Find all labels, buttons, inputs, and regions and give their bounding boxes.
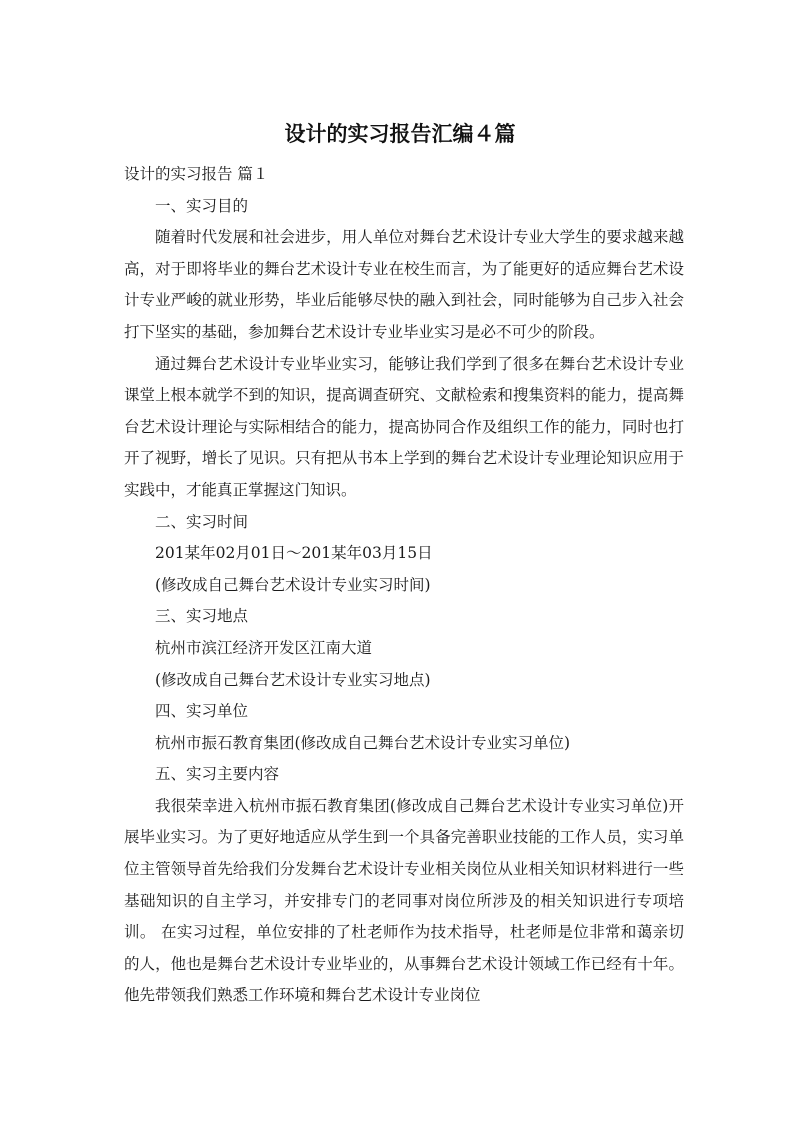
purpose-paragraph-2: 通过舞台艺术设计专业毕业实习，能够让我们学到了很多在舞台艺术设计专业课堂上根本就学不到的知识，提高调查研究、文献检索和搜集资料的能力，提高舞台艺术设计理论与实际相结合的能力，提高协同合作及组织工作的能力，同时也打开了视野，增长了见识。只有把从书本上学到的舞台艺术设计专业理论知识应用于实践中，才能真正掌握这门知识。 <box>124 354 684 499</box>
content-paragraph-1: 我很荣幸进入杭州市振石教育集团(修改成自己舞台艺术设计专业实习单位)开展毕业实习。为了更好地适应从学生到一个具备完善职业技能的工作人员，实习单位主管领导首先给我们分发舞台艺术设计专业相关岗位从业相关知识材料进行一些基础知识的自主学习，并安排专门的老同事对岗位所涉及的相关知识进行专项培训。 在实习过程，单位安排的了杜老师作为技术指导，杜老师是位非常和蔼亲切的人，他也是舞台艺术设计专业毕业的，从事舞台艺术设计领域工作已经有十年。他先带领我们熟悉工作环境和舞台艺术设计专业岗位 <box>124 796 684 1005</box>
report-subtitle: 设计的实习报告 篇１ <box>124 165 269 183</box>
internship-dates-note: (修改成自己舞台艺术设计专业实习时间) <box>155 575 431 594</box>
internship-location-note: (修改成自己舞台艺术设计专业实习地点) <box>155 670 431 689</box>
section-heading-time: 二、实习时间 <box>155 512 249 531</box>
internship-unit: 杭州市振石教育集团(修改成自己舞台艺术设计专业实习单位) <box>155 733 571 752</box>
document-title: 设计的实习报告汇编４篇 <box>284 122 516 146</box>
document-body <box>124 159 684 1012</box>
purpose-paragraph-1: 随着时代发展和社会进步，用人单位对舞台艺术设计专业大学生的要求越来越高，对于即将毕业的舞台艺术设计专业在校生而言，为了能更好的适应舞台艺术设计专业严峻的就业形势，毕业后能够尽快的融入到社会，同时能够为自己步入社会打下坚实的基础，参加舞台艺术设计专业毕业实习是必不可少的阶段。 <box>124 228 684 341</box>
section-heading-location: 三、实习地点 <box>155 607 249 626</box>
internship-location: 杭州市滨江经济开发区江南大道 <box>155 638 373 657</box>
section-heading-purpose: 一、实习目的 <box>155 196 249 215</box>
section-heading-content: 五、实习主要内容 <box>155 765 280 784</box>
section-heading-unit: 四、实习单位 <box>155 702 249 721</box>
internship-dates: 201某年02月01日～201某年03月15日 <box>155 544 433 563</box>
